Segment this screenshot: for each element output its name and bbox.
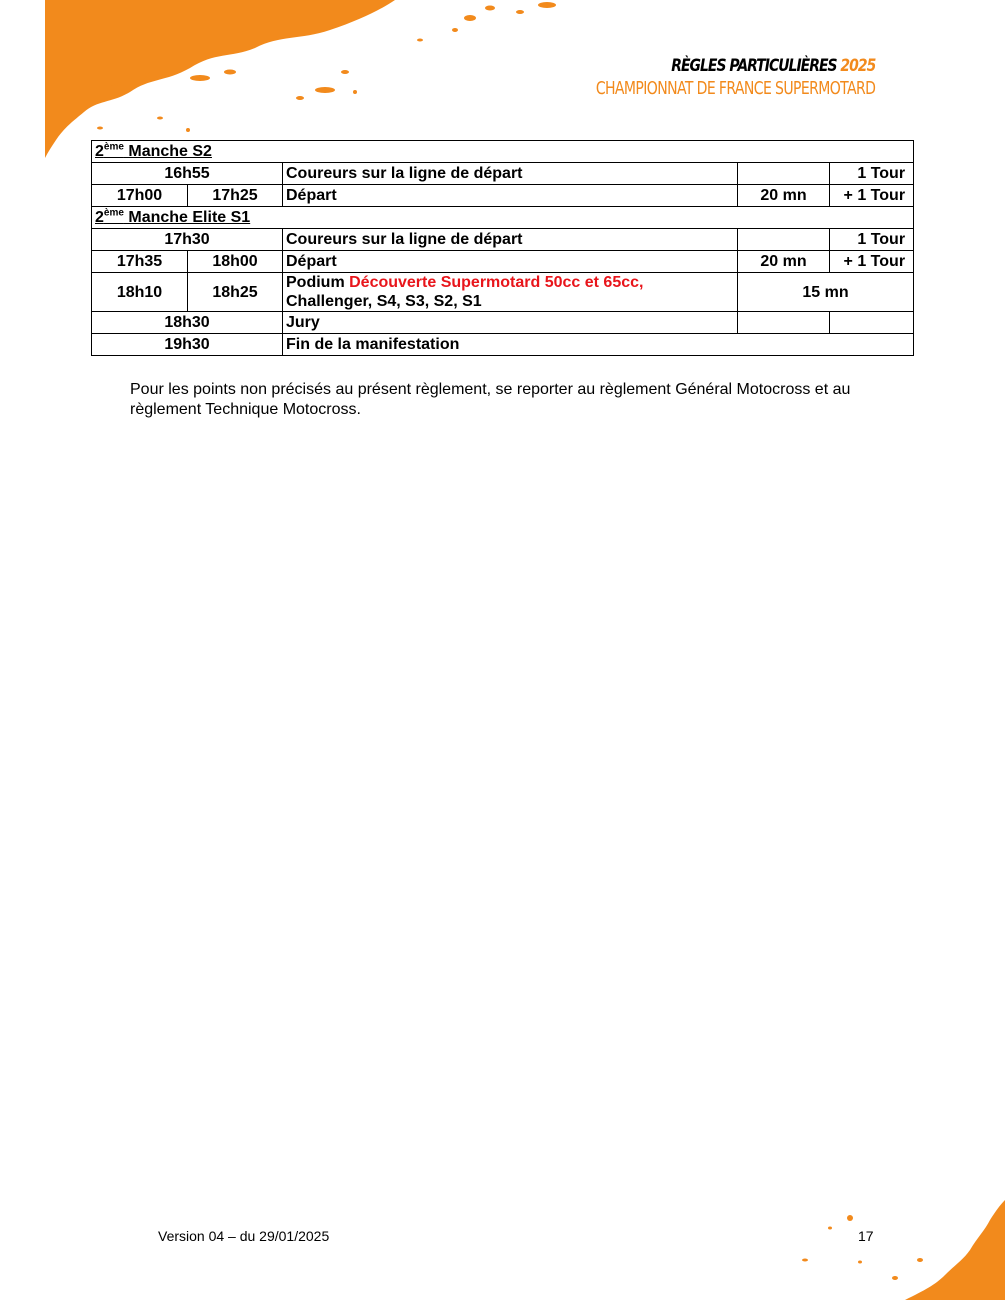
header-title: [581, 54, 875, 78]
time-cell: 17h30: [92, 229, 283, 251]
podium-categories: Challenger, S4, S3, S2, S1: [286, 293, 482, 310]
time-cell: 16h55: [92, 163, 283, 185]
end-time-cell: 17h25: [188, 185, 283, 207]
time-cell: 19h30: [92, 334, 283, 356]
activity-cell: Fin de la manifestation: [283, 334, 914, 356]
header-title-year: 2025: [840, 56, 875, 76]
table-row: [92, 334, 914, 356]
table-row: [92, 312, 914, 334]
duration-cell: 20 mn: [738, 251, 830, 273]
table-row: [92, 163, 914, 185]
duration-cell: [738, 229, 830, 251]
section-header-row: [92, 207, 914, 229]
laps-cell: 1 Tour: [830, 163, 914, 185]
podium-highlight: Découverte Supermotard 50cc et 65cc,: [349, 274, 644, 291]
podium-activity-cell: [283, 273, 738, 312]
footer-version: Version 04 – du 29/01/2025: [158, 1228, 330, 1244]
duration-cell: 20 mn: [738, 185, 830, 207]
start-time-cell: 18h10: [92, 273, 188, 312]
end-time-cell: 18h00: [188, 251, 283, 273]
table-row: [92, 185, 914, 207]
activity-cell: Départ: [283, 185, 738, 207]
header-subtitle: CHAMPIONNAT DE FRANCE SUPERMOTARD: [595, 78, 875, 99]
section-title-s2: 2ème Manche S2: [92, 141, 914, 163]
end-time-cell: 18h25: [188, 273, 283, 312]
header-title-prefix: RÈGLES PARTICULIÈRES: [670, 56, 837, 76]
start-time-cell: 17h35: [92, 251, 188, 273]
section-title-elite-s1: 2ème Manche Elite S1: [92, 207, 914, 229]
laps-cell: [830, 312, 914, 334]
laps-cell: + 1 Tour: [830, 251, 914, 273]
note-paragraph: Pour les points non précisés au présent règlement, se reporter au règlement Général Motocross et au règlement Technique Motocross.: [130, 381, 851, 418]
document-header: [517, 54, 875, 100]
page-number: 17: [858, 1228, 874, 1244]
activity-cell: Coureurs sur la ligne de départ: [283, 163, 738, 185]
activity-cell: Départ: [283, 251, 738, 273]
table-row: [92, 251, 914, 273]
laps-cell: + 1 Tour: [830, 185, 914, 207]
duration-cell: [738, 163, 830, 185]
activity-cell: Jury: [283, 312, 738, 334]
duration-cell: [738, 312, 830, 334]
orange-splash-decoration-bottom: [785, 1190, 1005, 1300]
laps-cell: 1 Tour: [830, 229, 914, 251]
schedule-table: [91, 140, 914, 356]
start-time-cell: 17h00: [92, 185, 188, 207]
table-row: [92, 229, 914, 251]
activity-cell: Coureurs sur la ligne de départ: [283, 229, 738, 251]
duration-cell: 15 mn: [738, 273, 914, 312]
section-header-row: [92, 141, 914, 163]
podium-prefix: Podium: [286, 274, 350, 291]
table-row-podium: [92, 273, 914, 312]
time-cell: 18h30: [92, 312, 283, 334]
